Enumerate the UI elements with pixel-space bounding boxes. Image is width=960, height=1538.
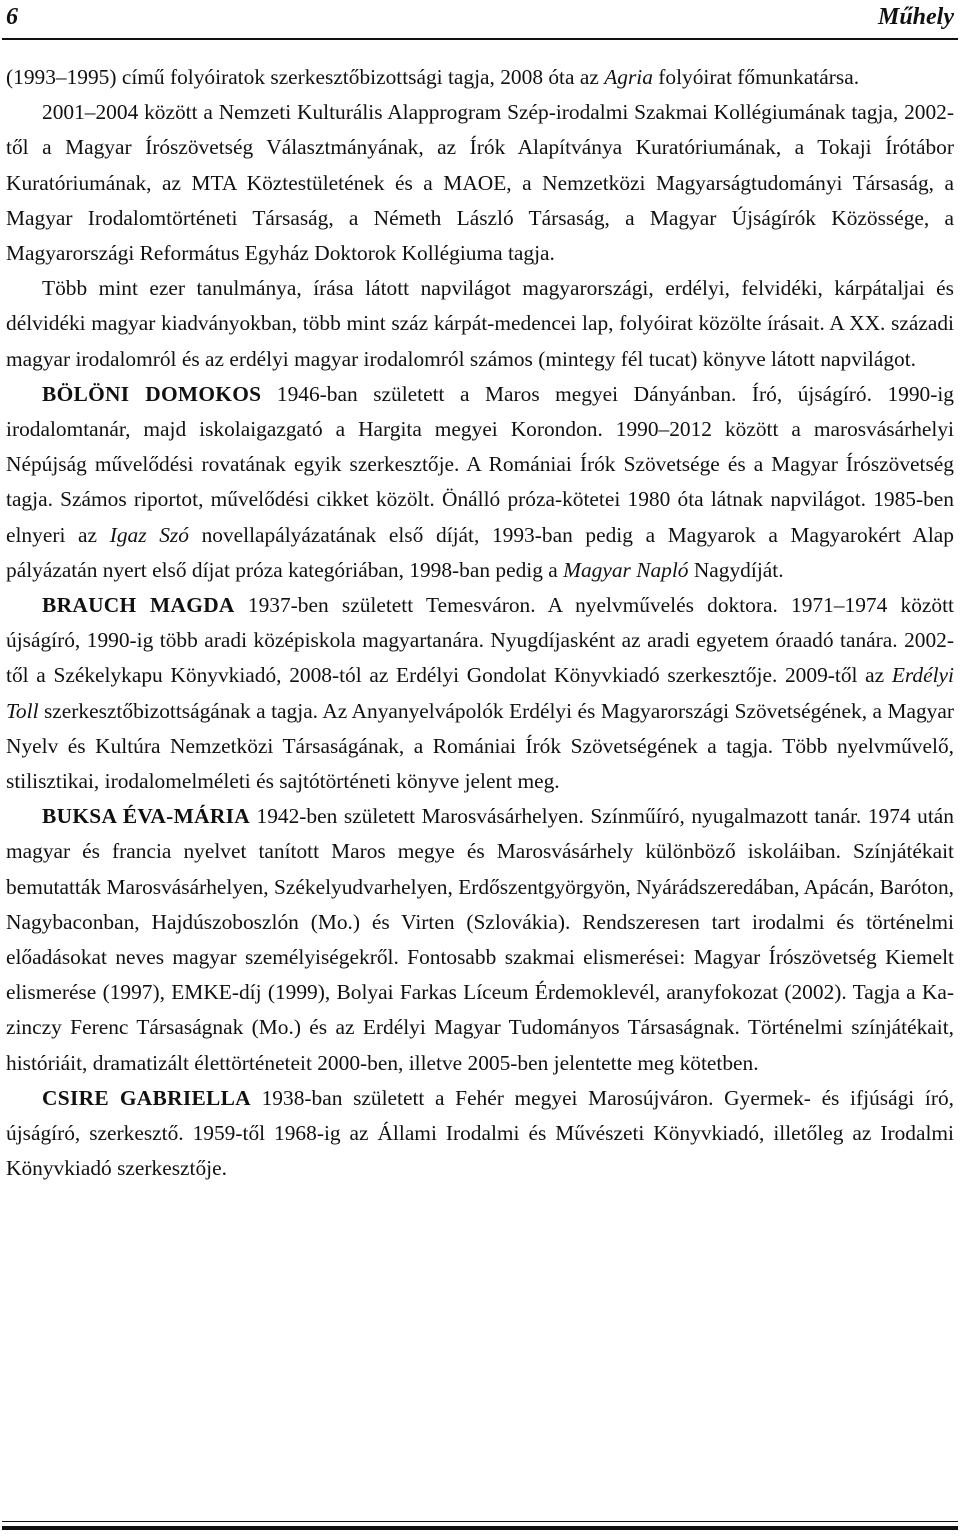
article-body <box>6 60 954 1187</box>
paragraph-continuation <box>6 60 954 95</box>
publication-italic: Magyar Napló <box>563 557 689 582</box>
text-run: szerkesztőbizottságának a tagja. Az Anyanyelvápolók Erdélyi és Magyarországi Szövetségének, a Magyar Nyelv és Kultúra Nemzetközi Társaságának, a Romániai Írók Szövetségének a tagja. Több nyelvművelő, stilisztikai, irodalomelméleti és sajtótörténeti könyve jelent meg. <box>6 698 954 794</box>
author-name: BRAUCH MAGDA <box>42 593 235 618</box>
bio-boloni-domokos <box>6 377 954 588</box>
publication-italic: Erdélyi Toll <box>6 663 954 723</box>
paragraph-memberships: 2001–2004 között a Nemzeti Kulturális Alapprogram Szép-irodalmi Szakmai Kollégiumának tagja, 2002-től a Magyar Írószövetség Választmányának, az Írók Alapítványa Kuratóriumának, a Tokaji Írótábor Kuratóriumának, az MTA Köztestületének és a MAOE, a Nemzetközi Magyarságtudományi Társaság, a Magyar Irodalomtörténeti Társaság, a Németh László Társaság, a Magyar Újságírók Közössége, a Magyarországi Református Egyház Doktorok Kollégiuma tagja. <box>6 100 954 266</box>
text-run: (1993–1995) című folyóiratok szerkesztőbizottsági tagja, 2008 óta az <box>6 65 605 89</box>
journal-name-italic: Agria <box>604 65 653 89</box>
author-name: BUKSA ÉVA-MÁRIA <box>42 804 250 829</box>
page-header <box>6 2 954 32</box>
text-run: folyóirat főmunkatársa. <box>652 65 860 89</box>
text-run: 1938-ban született a Fehér megyei Marosújváron. Gyermek- és ifjúsági író, újságíró, szerkesztő. 1959-től 1968-ig az Állami Irodalmi és Művészeti Könyvkiadó, illetőleg az Irodalmi Könyvkiadó szerkesztője. <box>6 1085 954 1181</box>
text-run: Nagydíját. <box>688 557 784 582</box>
text-run: novellapályázatának első díját, 1993-ban pedig a Magyarok a Magyarokért Alap pályázatán nyert első díjat próza kategóriában, 1998-ban pedig a <box>6 522 955 582</box>
footer-rule-thick <box>2 1526 958 1530</box>
bio-csire-gabriella <box>6 1081 954 1187</box>
journal-title: Műhely <box>877 3 954 30</box>
paragraph-publications: Több mint ezer tanulmánya, írása látott napvilágot magyarországi, erdélyi, felvidéki, kárpátaljai és délvidéki magyar kiadványokban, több mint száz kárpát-medencei lap, folyóirat közölte írásait. A XX. századi magyar irodalomról és az erdélyi magyar irodalomról számos (mintegy fél tucat) könyve látott napvilágot. <box>6 276 954 371</box>
page-number: 6 <box>6 3 18 30</box>
text-run: 1946-ban született a Maros megyei Dányánban. Író, újságíró. 1990-ig irodalomtanár, majd iskolaigazgató a Hargita megyei Korondon. 1990–2012 között a marosvásárhelyi Népújság művelődési rovatának egyik szerkesztője. A Romániai Írók Szövetsége és a Magyar Írószövetség tagja. Számos riportot, művelődési cikket közölt. Önálló próza-kötetei 1980 óta látnak napvilágot. 1985-ben elnyeri az <box>6 381 955 547</box>
publication-italic: Igaz Szó <box>109 522 189 547</box>
header-rule <box>2 38 958 40</box>
text-run: 1937-ben született Temesváron. A nyelvművelés doktora. 1971–1974 között újságíró, 1990-ig több aradi középiskola magyartanára. Nyugdíjasként az aradi egyetem óraadó tanára. 2002-től a Székelykapu Könyvkiadó, 2008-tól az Erdélyi Gondolat Könyvkiadó szerkesztője. 2009-től az <box>6 593 954 688</box>
footer-rule-thin <box>2 1521 958 1522</box>
bio-brauch-magda <box>6 588 954 799</box>
bio-buksa-eva-maria <box>6 799 954 1081</box>
author-name: CSIRE GABRIELLA <box>42 1085 251 1110</box>
author-name: BÖLÖNI DOMOKOS <box>42 381 262 406</box>
text-run: 1942-ben született Marosvásárhelyen. Színműíró, nyugalmazott tanár. 1974 után magyar és francia nyelvet tanított Maros megye és Marosvásárhely különböző iskoláiban. Színjátékait bemutatták Marosvásárhelyen, Székelyudvarhelyen, Erdőszentgyörgyön, Nyárádszeredában, Apácán, Baróton, Nagybaconban, Hajdúszoboszlón (Mo.) és Virten (Szlovákia). Rendszeresen tart irodalmi és történelmi előadásokat neves magyar személyiségekről. Fontosabb szakmai elismerései: Magyar Írószövetség Kiemelt elismerése (1997), EMKE-díj (1999), Bolyai Farkas Líceum Érdemoklevél, aranyfokozat (2002). Tagja a Kazinczy Ferenc Társaságnak (Mo.) és az Erdélyi Magyar Tudományos Társaságnak. Történelmi színjátékait, históriáit, dramatizált élettörténeteit 2000-ben, illetve 2005-ben jelentette meg kötetben. <box>6 804 954 1075</box>
